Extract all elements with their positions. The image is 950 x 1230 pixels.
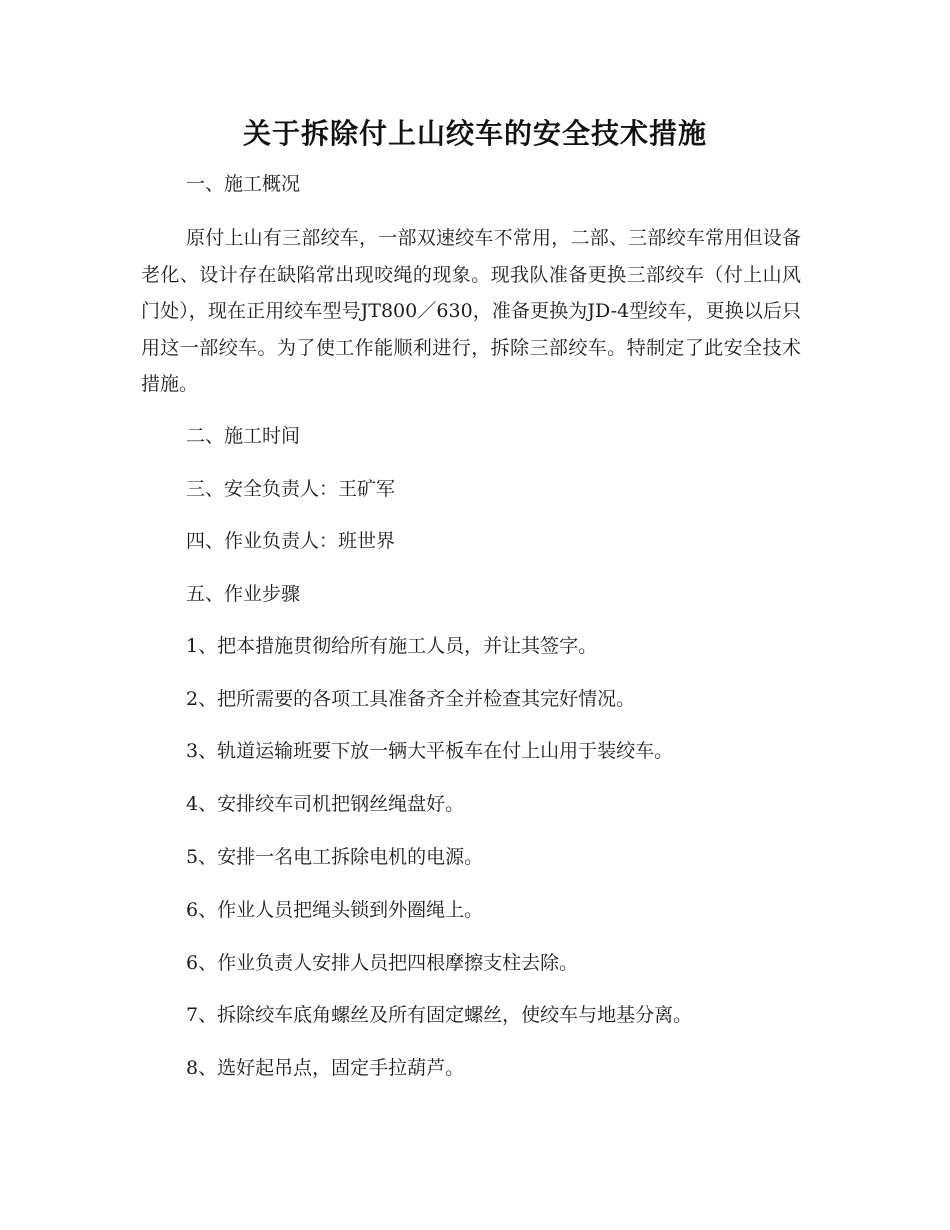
step-item: 5、安排一名电工拆除电机的电源。 <box>186 846 484 868</box>
section-heading-time: 二、施工时间 <box>186 425 301 447</box>
step-item: 4、安排绞车司机把钢丝绳盘好。 <box>186 793 465 815</box>
step-item: 6、作业人员把绳头锁到外圈绳上。 <box>186 899 484 921</box>
overview-paragraph: 原付上山有三部绞车，一部双速绞车不常用，二部、三部绞车常用但设备老化、设计存在缺陷常出现咬绳的现象。现我队准备更换三部绞车（付上山风门处），现在正用绞车型号JT800／630，准备更换为JD-4型绞车，更换以后只用这一部绞车。为了使工作能顺利进行，拆除三部绞车。特制定了此安全技术措施。 <box>141 227 801 395</box>
step-item: 3、轨道运输班要下放一辆大平板车在付上山用于装绞车。 <box>186 740 674 762</box>
section-heading-overview: 一、施工概况 <box>186 173 301 195</box>
section-heading-work-lead: 四、作业负责人：班世界 <box>186 530 396 552</box>
step-item: 6、作业负责人安排人员把四根摩擦支柱去除。 <box>186 952 579 974</box>
section-heading-safety-lead: 三、安全负责人：王矿军 <box>186 478 396 500</box>
document-title: 关于拆除付上山绞车的安全技术措施 <box>242 117 707 150</box>
step-item: 7、拆除绞车底角螺丝及所有固定螺丝，使绞车与地基分离。 <box>186 1004 693 1026</box>
step-item: 2、把所需要的各项工具准备齐全并检查其完好情况。 <box>186 688 636 710</box>
section-heading-steps: 五、作业步骤 <box>186 583 301 605</box>
step-item: 1、把本措施贯彻给所有施工人员，并让其签字。 <box>186 635 598 657</box>
step-item: 8、选好起吊点，固定手拉葫芦。 <box>186 1057 465 1079</box>
